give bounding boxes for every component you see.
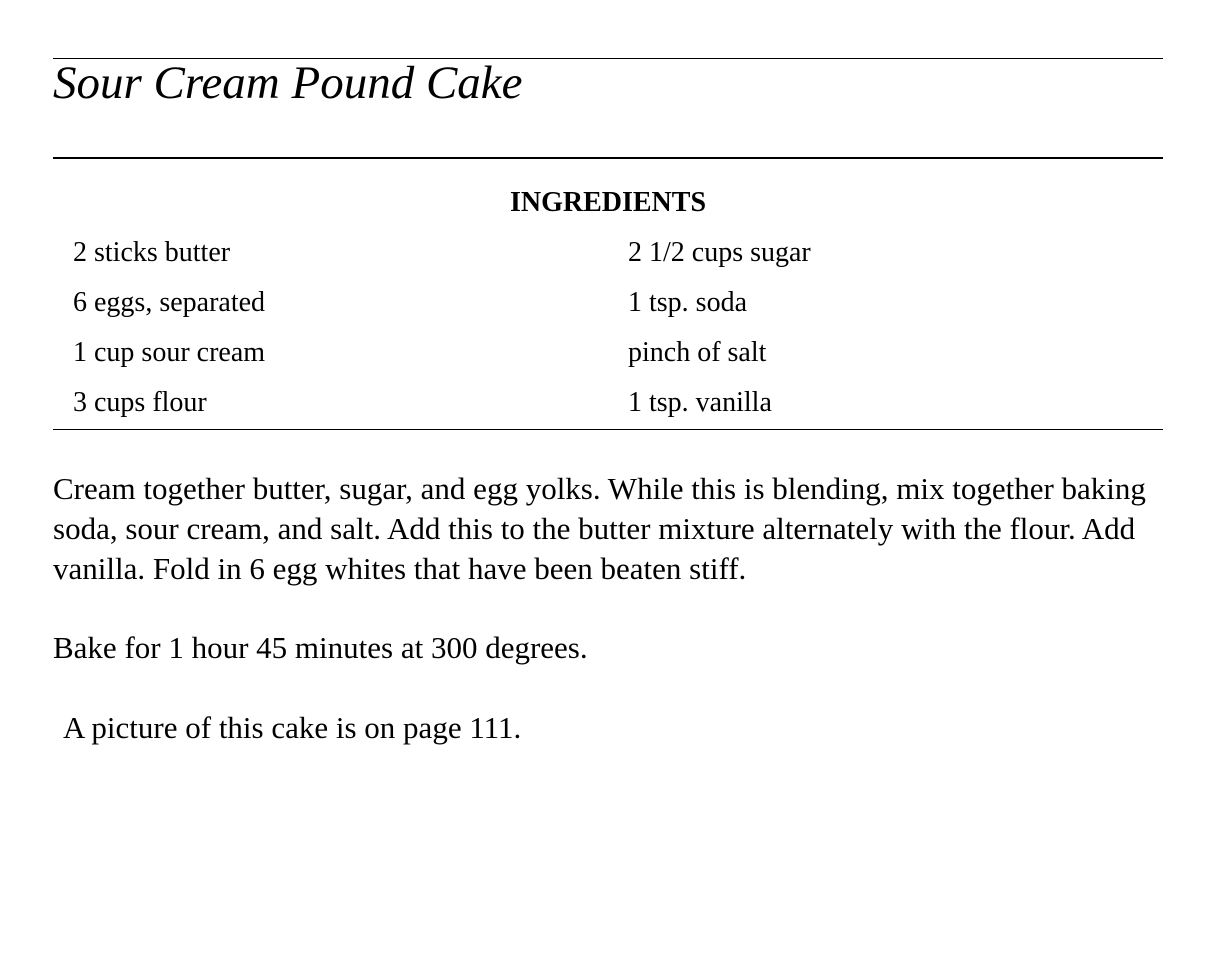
ingredients-heading: INGREDIENTS — [509, 187, 707, 218]
ingredient-item: 1 cup sour cream — [73, 337, 266, 368]
ingredient-item: pinch of salt — [628, 337, 767, 368]
ingredient-item: 2 1/2 cups sugar — [628, 237, 811, 268]
bake-instructions: Bake for 1 hour 45 minutes at 300 degrees. — [53, 630, 588, 665]
ingredient-item: 1 tsp. soda — [628, 287, 747, 318]
ingredients-list — [53, 236, 1163, 436]
ingredient-row — [53, 336, 1163, 386]
ingredient-item: 1 tsp. vanilla — [628, 387, 772, 418]
recipe-title: Sour Cream Pound Cake — [53, 57, 523, 109]
title-underline-rule — [53, 157, 1163, 159]
ingredient-item: 3 cups flour — [73, 387, 207, 418]
ingredient-item: 6 eggs, separated — [73, 287, 266, 318]
ingredient-item: 2 sticks butter — [73, 237, 231, 268]
ingredient-row — [53, 286, 1163, 336]
instructions-paragraph: Cream together butter, sugar, and egg yolks. While this is blending, mix together baking soda, sour cream, and salt. Add this to the butter mixture alternately with the flour. Add vanilla. Fold in 6 egg whites that have been beaten stiff. — [53, 471, 1146, 586]
picture-note: A picture of this cake is on page 111. — [63, 710, 522, 745]
ingredients-bottom-rule — [53, 429, 1163, 430]
ingredient-row — [53, 236, 1163, 286]
recipe-page — [53, 0, 1163, 979]
